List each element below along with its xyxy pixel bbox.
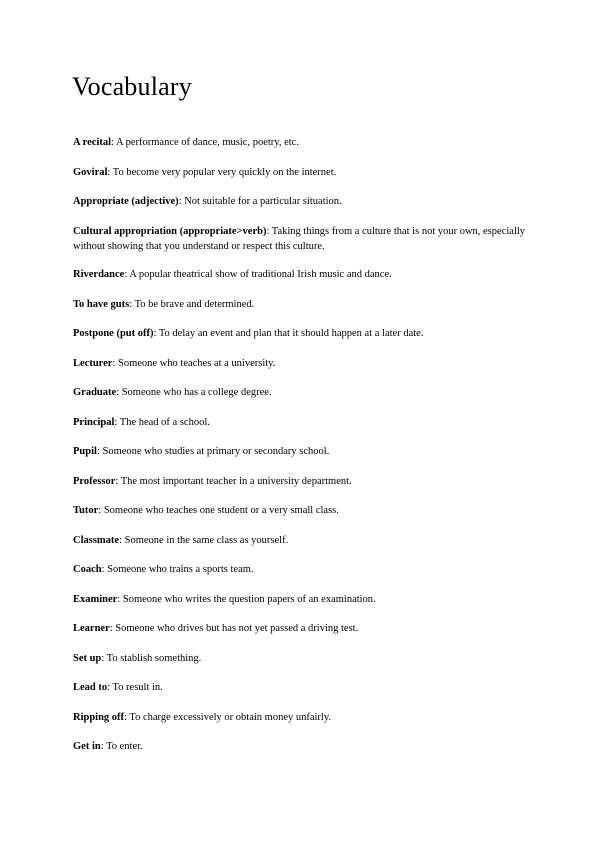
vocabulary-entry <box>73 621 528 636</box>
vocabulary-entry <box>73 224 528 254</box>
entry-term: Tutor <box>73 505 99 516</box>
entry-term: A recital <box>73 137 112 148</box>
entry-definition: : To delay an event and plan that it should happen at a later date. <box>153 328 424 339</box>
vocabulary-entry <box>73 135 528 150</box>
entry-term: Graduate <box>73 387 117 398</box>
entry-definition: : To charge excessively or obtain money unfairly. <box>124 711 332 723</box>
vocabulary-entry <box>73 710 528 725</box>
entry-definition: : Someone who teaches at a university. <box>112 357 276 369</box>
vocabulary-entry <box>73 739 528 754</box>
vocabulary-entry <box>73 326 528 341</box>
entry-term: Cultural appropriation (appropriate>verb) <box>73 225 267 237</box>
entry-term: Goviral <box>73 166 108 178</box>
entry-term: Get in <box>73 741 101 752</box>
entry-definition: : To stablish something. <box>101 652 202 664</box>
entry-definition: : Someone who studies at primary or secondary school. <box>96 446 330 457</box>
entry-term: Riverdance <box>73 269 125 280</box>
vocabulary-entry <box>73 533 528 548</box>
vocabulary-entry <box>73 562 528 577</box>
vocabulary-entry <box>73 444 528 459</box>
entry-definition: : Someone who teaches one student or a very small class. <box>98 505 339 516</box>
vocabulary-entry <box>73 651 528 666</box>
entry-definition: : The head of a school. <box>114 416 210 428</box>
entry-term: Learner <box>73 623 110 634</box>
entry-term: Professor <box>73 475 116 487</box>
entry-term: Pupil <box>73 446 97 457</box>
vocabulary-entry <box>73 297 528 312</box>
vocabulary-entry <box>73 680 528 695</box>
entry-definition: : A popular theatrical show of traditional Irish music and dance. <box>124 269 392 280</box>
entry-term: Examiner <box>73 593 118 605</box>
vocabulary-entry <box>73 165 528 180</box>
entry-definition: : To enter. <box>100 741 143 752</box>
entry-term: Ripping off <box>73 711 125 723</box>
entry-definition: : Taking things from a culture that is not your own, especially without showing that you understand or respect this culture. <box>73 225 526 252</box>
vocabulary-entry <box>73 194 528 209</box>
entry-term: Appropriate (adjective) <box>73 196 179 207</box>
vocabulary-entry <box>73 592 528 607</box>
entry-term: Lead to <box>73 682 108 693</box>
page-title: Vocabulary <box>72 72 192 101</box>
vocabulary-entry <box>73 385 528 400</box>
entry-term: Coach <box>73 564 102 575</box>
vocabulary-entry <box>73 474 528 489</box>
entry-definition: : Someone who drives but has not yet passed a driving test. <box>109 623 359 634</box>
entry-definition: : Not suitable for a particular situation. <box>178 196 342 207</box>
entry-term: Postpone (put off) <box>73 328 154 339</box>
entry-definition: : To become very popular very quickly on the internet. <box>107 166 337 178</box>
vocabulary-entry <box>73 415 528 430</box>
vocabulary-list <box>73 135 528 769</box>
vocabulary-entry <box>73 503 528 518</box>
entry-term: Classmate <box>73 534 120 546</box>
vocabulary-entry <box>73 356 528 371</box>
entry-term: To have guts <box>73 298 130 310</box>
entry-definition: : To result in. <box>107 682 163 693</box>
entry-definition: : To be brave and determined. <box>129 298 255 310</box>
entry-term: Set up <box>73 652 102 664</box>
entry-definition: : A performance of dance, music, poetry, etc. <box>111 137 299 148</box>
entry-definition: : Someone in the same class as yourself. <box>119 534 289 546</box>
entry-term: Lecturer <box>73 357 113 369</box>
entry-definition: : Someone who trains a sports team. <box>101 564 254 575</box>
entry-term: Principal <box>73 416 115 428</box>
entry-definition: : Someone who has a college degree. <box>116 387 272 398</box>
entry-definition: : The most important teacher in a university department. <box>115 475 352 487</box>
entry-definition: : Someone who writes the question papers of an examination. <box>117 593 376 605</box>
vocabulary-entry <box>73 267 528 282</box>
